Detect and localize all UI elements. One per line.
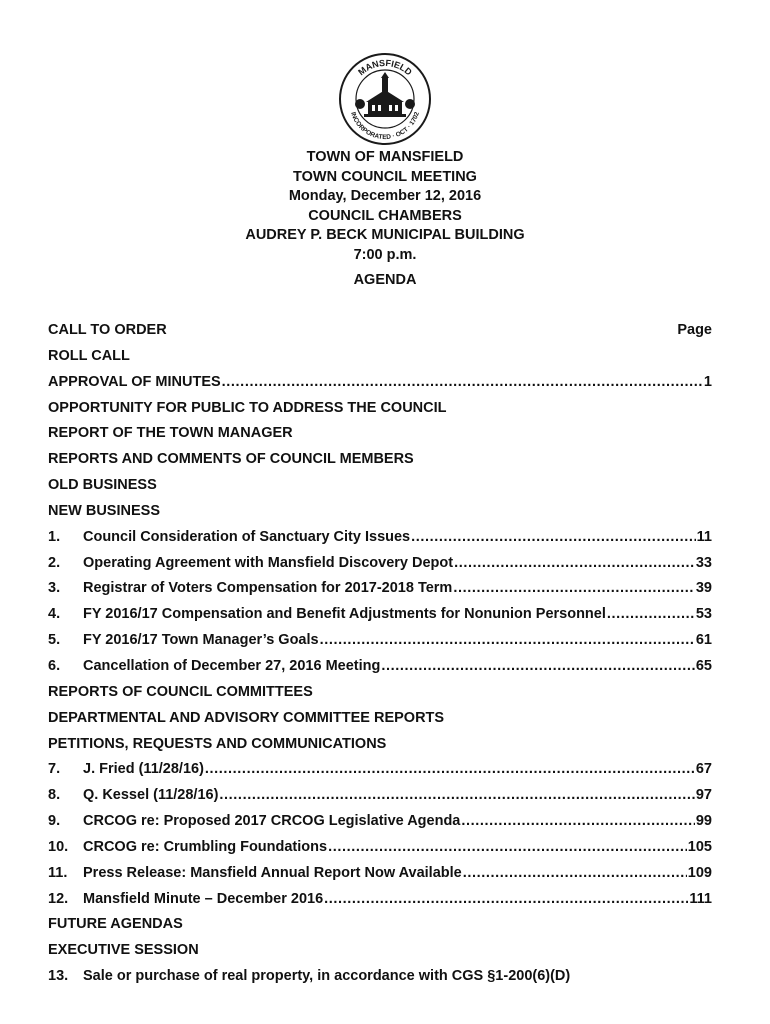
section-label: DEPARTMENTAL AND ADVISORY COMMITTEE REPORTS — [48, 709, 445, 726]
agenda-section-executive-session — [48, 940, 712, 966]
page-column-header: Page — [677, 322, 712, 338]
section-label: CALL TO ORDER — [48, 322, 167, 338]
dot-leader — [328, 837, 687, 857]
item-number: 12. — [48, 890, 69, 907]
page-number: 67 — [695, 761, 712, 778]
page-number: 53 — [695, 606, 712, 623]
town-seal — [338, 52, 432, 146]
agenda-section-old-business — [48, 475, 712, 501]
item-number: 13. — [48, 968, 69, 985]
agenda-section-call-to-order — [48, 320, 712, 346]
dot-leader — [411, 527, 696, 547]
item-number: 11. — [48, 864, 68, 881]
section-label: EXECUTIVE SESSION — [48, 942, 199, 959]
item-label: CRCOG re: Proposed 2017 CRCOG Legislative Agenda — [83, 813, 461, 830]
agenda-section-council-members — [48, 449, 712, 475]
dot-leader — [461, 811, 694, 831]
meeting-location: COUNCIL CHAMBERS — [308, 207, 462, 224]
page-number: 99 — [695, 813, 712, 830]
page-number: 33 — [695, 554, 712, 571]
agenda-section-petitions — [48, 734, 712, 760]
dot-leader — [205, 759, 695, 779]
item-label: Mansfield Minute – December 2016 — [83, 890, 324, 907]
agenda-section-roll-call — [48, 346, 712, 372]
agenda-list — [48, 320, 712, 992]
section-label: REPORT OF THE TOWN MANAGER — [48, 425, 293, 442]
building-name: AUDREY P. BECK MUNICIPAL BUILDING — [245, 227, 525, 243]
dot-leader — [324, 889, 688, 909]
section-label: REPORTS OF COUNCIL COMMITTEES — [48, 683, 313, 700]
item-label: Council Consideration of Sanctuary City Issues — [83, 528, 411, 545]
dot-leader — [222, 372, 703, 392]
item-number: 8. — [48, 787, 61, 804]
agenda-section-committees — [48, 682, 712, 708]
section-label: REPORTS AND COMMENTS OF COUNCIL MEMBERS — [48, 451, 414, 468]
agenda-section-approval-of-minutes — [48, 372, 712, 398]
item-label: CRCOG re: Crumbling Foundations — [83, 838, 328, 855]
item-number: 6. — [48, 657, 61, 674]
agenda-section-town-manager — [48, 423, 712, 449]
dot-leader — [453, 578, 695, 598]
item-label: Registrar of Voters Compensation for 2017-2018 Term — [83, 580, 453, 597]
meeting-type: TOWN COUNCIL MEETING — [293, 168, 477, 185]
section-label: APPROVAL OF MINUTES — [48, 373, 221, 390]
item-label: Sale or purchase of real property, in accordance with CGS §1-200(6)(D) — [83, 968, 571, 985]
section-label: PETITIONS, REQUESTS AND COMMUNICATIONS — [48, 735, 387, 752]
section-label: NEW BUSINESS — [48, 502, 160, 519]
page-number: 61 — [695, 632, 712, 649]
section-label: ROLL CALL — [48, 347, 130, 364]
page-number: 11 — [696, 528, 712, 545]
item-number: 7. — [48, 761, 61, 778]
dot-leader — [381, 656, 695, 676]
item-label: Press Release: Mansfield Annual Report Now Available — [83, 864, 462, 881]
dot-leader — [463, 863, 687, 883]
page-number: 111 — [689, 890, 712, 907]
dot-leader — [320, 630, 695, 650]
page-number: 39 — [695, 580, 712, 597]
page-number: 105 — [687, 838, 712, 855]
section-label: OPPORTUNITY FOR PUBLIC TO ADDRESS THE COUNCIL — [48, 399, 447, 416]
agenda-item-13 — [48, 966, 712, 992]
item-label: Operating Agreement with Mansfield Discovery Depot — [83, 554, 454, 571]
meeting-date: Monday, December 12, 2016 — [288, 188, 482, 204]
item-number: 9. — [48, 813, 61, 830]
item-number: 1. — [48, 528, 61, 545]
dot-leader — [454, 553, 695, 573]
page-number: 97 — [695, 787, 712, 804]
agenda-section-opportunity — [48, 398, 712, 424]
agenda-item-1 — [48, 527, 712, 553]
item-label: FY 2016/17 Town Manager’s Goals — [83, 632, 319, 649]
page-number: 1 — [703, 373, 712, 390]
item-number: 5. — [48, 632, 61, 649]
agenda-item-8 — [48, 785, 712, 811]
item-label: FY 2016/17 Compensation and Benefit Adjustments for Nonunion Personnel — [83, 606, 606, 623]
dot-leader — [607, 604, 695, 624]
agenda-item-5 — [48, 630, 712, 656]
agenda-item-6 — [48, 656, 712, 682]
item-label: Q. Kessel (11/28/16) — [83, 787, 219, 804]
section-label: FUTURE AGENDAS — [48, 916, 183, 933]
page-number: 109 — [687, 864, 712, 881]
agenda-item-3 — [48, 578, 712, 604]
meeting-time: 7:00 p.m. — [353, 246, 417, 263]
seal-bottom-text: INCORPORATED · OCT · 1702 — [349, 111, 421, 142]
agenda-section-departmental — [48, 708, 712, 734]
agenda-title: AGENDA — [353, 272, 417, 288]
agenda-section-new-business — [48, 501, 712, 527]
item-number: 3. — [48, 580, 61, 597]
page-number: 65 — [695, 657, 712, 674]
item-label: J. Fried (11/28/16) — [83, 761, 204, 778]
agenda-item-7 — [48, 759, 712, 785]
item-label: Cancellation of December 27, 2016 Meeting — [83, 657, 381, 674]
item-number: 10. — [48, 838, 69, 855]
agenda-item-4 — [48, 604, 712, 630]
agenda-item-9 — [48, 811, 712, 837]
agenda-item-10 — [48, 837, 712, 863]
agenda-item-2 — [48, 553, 712, 579]
agenda-section-future-agendas — [48, 914, 712, 940]
dot-leader — [219, 785, 694, 805]
item-number: 4. — [48, 606, 61, 623]
meeting-header — [0, 148, 770, 291]
agenda-item-11 — [48, 863, 712, 889]
seal-top-text: MANSFIELD — [356, 57, 414, 78]
section-label: OLD BUSINESS — [48, 477, 157, 494]
town-name: TOWN OF MANSFIELD — [306, 149, 464, 165]
agenda-item-12 — [48, 889, 712, 915]
item-number: 2. — [48, 554, 61, 571]
